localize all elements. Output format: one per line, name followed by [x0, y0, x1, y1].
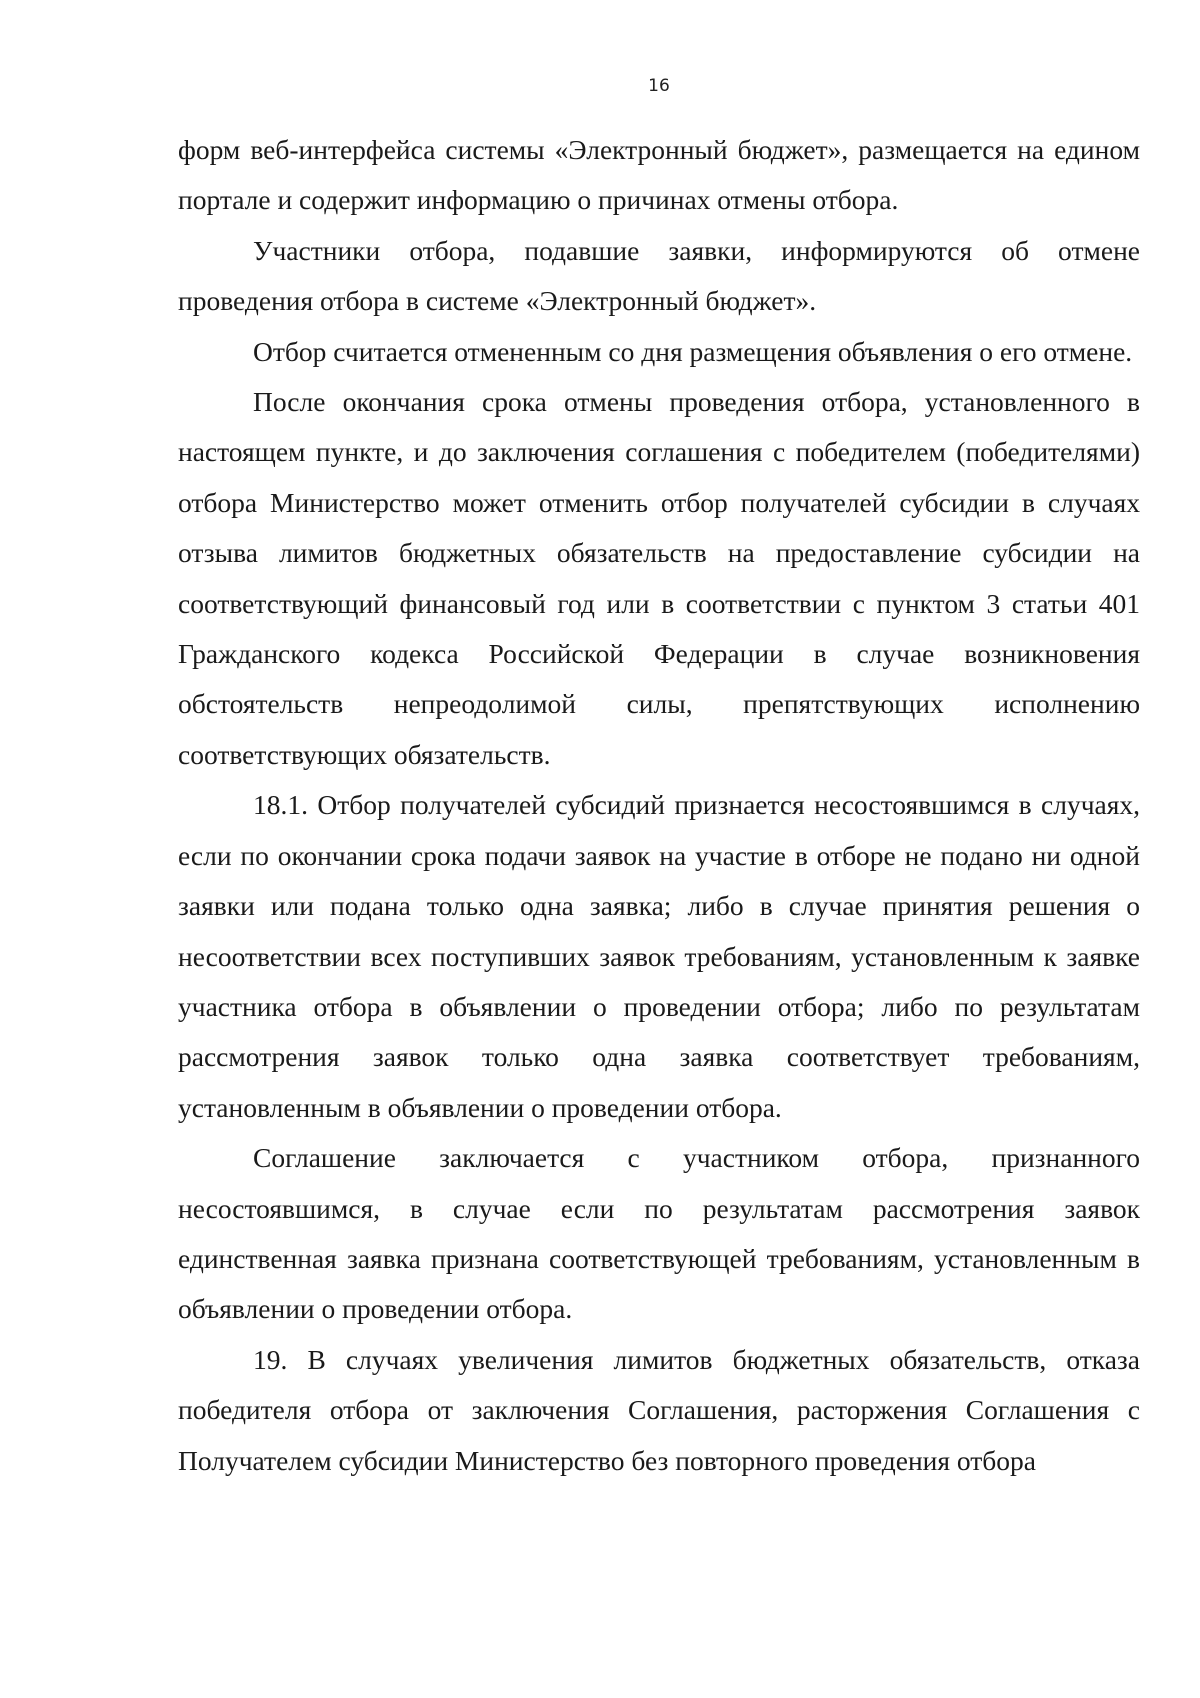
paragraph-cancellation-conditions: После окончания срока отмены проведения отбора, установленного в настоящем пункте, и до заключения соглашения с победителем (победителями) отбора Министерство может отменить отбор получателей субсидии в случаях отзыва лимитов бюджетных обязательств на предоставление субсидии на соответствующий финансовый год или в соответствии с пунктом 3 статьи 401 Гражданского кодекса Российской Федерации в случае возникновения обстоятельств непреодолимой силы, препятствующих исполнению соответствующих обязательств.	[178, 386, 1140, 770]
paragraph-continuation: форм веб-интерфейса системы «Электронный бюджет», размещается на едином портале и содержит информацию о причинах отмены отбора.	[178, 134, 1140, 216]
paragraph-participants-informed: Участники отбора, подавшие заявки, информируются об отмене проведения отбора в системе «Электронный бюджет».	[178, 234, 1140, 317]
paragraph-clause-18-1: 18.1. Отбор получателей субсидий признается несостоявшимся в случаях, если по окончании срока подачи заявок на участие в отборе не подано ни одной заявки или подана только одна заявка; либо в случае принятия решения о несоответствии всех поступивших заявок требованиям, установленным к заявке участника отбора в объявлении о проведении отбора; либо по результатам рассмотрения заявок только одна заявка соответствует требованиям, установленным в объявлении о проведении отбора.	[178, 789, 1140, 1123]
page-number: 16	[648, 76, 670, 96]
paragraph-cancellation-date: Отбор считается отмененным со дня размещения объявления о его отмене.	[253, 335, 1133, 367]
paragraph-clause-19: 19. В случаях увеличения лимитов бюджетных обязательств, отказа победителя отбора от заключения Соглашения, расторжения Соглашения с Получателем субсидии Министерство без повторного проведения отбора	[178, 1343, 1140, 1476]
paragraph-agreement: Соглашение заключается с участником отбора, признанного несостоявшимся, в случае если по результатам рассмотрения заявок единственная заявка признана соответствующей требованиям, установленным в объявлении о проведении отбора.	[178, 1142, 1140, 1325]
document-body	[178, 125, 1140, 1486]
